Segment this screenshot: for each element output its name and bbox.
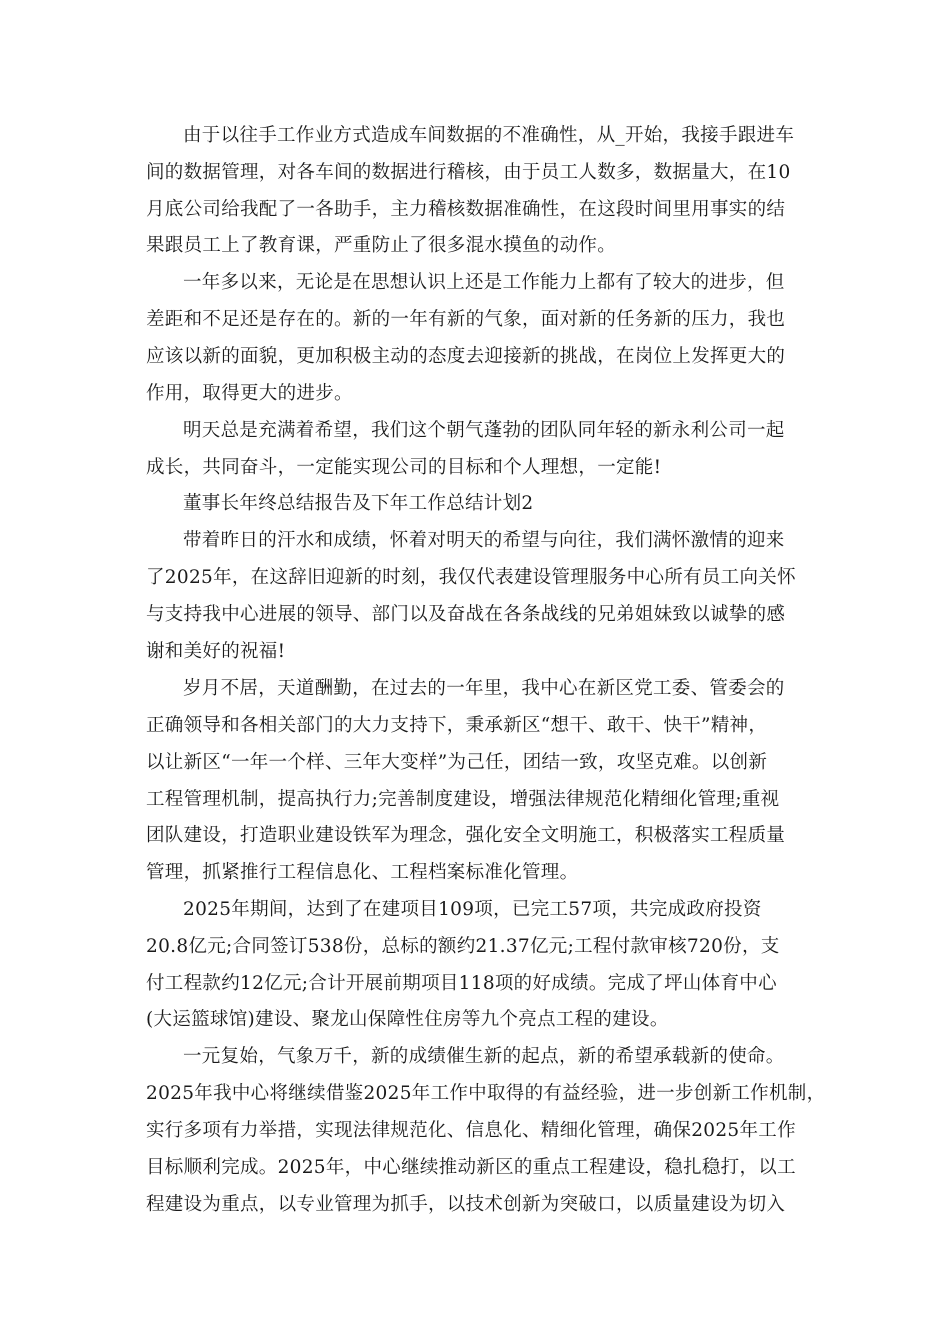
text-line: (大运篮球馆)建设、聚龙山保障性住房等九个亮点工程的建设。 xyxy=(146,1009,669,1030)
text-line: 带着昨日的汗水和成绩，怀着对明天的希望与向往，我们满怀激情的迎来 xyxy=(183,530,785,551)
text-line: 成长，共同奋斗，一定能实现公司的目标和个人理想，一定能! xyxy=(146,457,662,478)
text-line: 以让新区“一年一个样、三年大变样”为己任，团结一致，攻坚克难。以创新 xyxy=(146,752,768,773)
text-line: 工程管理机制，提高执行力;完善制度建设，增强法律规范化精细化管理;重视 xyxy=(146,789,780,810)
text-line: 岁月不居，天道酬勤，在过去的一年里，我中心在新区党工委、管委会的 xyxy=(183,678,785,699)
section-heading: 董事长年终总结报告及下年工作总结计划2 xyxy=(183,493,534,514)
text-line: 2025年我中心将继续借鉴2025年工作中取得的有益经验，进一步创新工作机制， xyxy=(146,1083,826,1104)
text-line: 正确领导和各相关部门的大力支持下，秉承新区“想干、敢干、快干”精神， xyxy=(146,715,768,736)
text-line: 实行多项有力举措，实现法律规范化、信息化、精细化管理，确保2025年工作 xyxy=(146,1120,796,1141)
text-line: 应该以新的面貌，更加积极主动的态度去迎接新的挑战，在岗位上发挥更大的 xyxy=(146,346,786,367)
text-line: 与支持我中心进展的领导、部门以及奋战在各条战线的兄弟姐妹致以诚挚的感 xyxy=(146,604,786,625)
text-line: 目标顺利完成。2025年，中心继续推动新区的重点工程建设，稳扎稳打，以工 xyxy=(146,1157,796,1178)
text-line: 一元复始，气象万千，新的成绩催生新的起点，新的希望承载新的使命。 xyxy=(183,1046,785,1067)
text-line: 间的数据管理，对各车间的数据进行稽核，由于员工人数多，数据量大，在10 xyxy=(146,162,791,183)
text-line: 2025年期间，达到了在建项目109项，已完工57项，共完成政府投资 xyxy=(183,899,762,920)
text-line: 谢和美好的祝福! xyxy=(146,641,286,662)
text-line: 程建设为重点，以专业管理为抓手，以技术创新为突破口，以质量建设为切入 xyxy=(146,1194,786,1215)
text-line: 20.8亿元;合同签订538份，总标的额约21.37亿元;工程付款审核720份，支 xyxy=(146,936,780,957)
text-line: 管理，抓紧推行工程信息化、工程档案标准化管理。 xyxy=(146,862,579,883)
text-line: 付工程款约12亿元;合计开展前期项目118项的好成绩。完成了坪山体育中心 xyxy=(146,973,777,994)
text-line: 由于以往手工作业方式造成车间数据的不准确性，从_开始，我接手跟进车 xyxy=(183,125,795,146)
text-line: 月底公司给我配了一各助手，主力稽核数据准确性，在这段时间里用事实的结 xyxy=(146,199,786,220)
text-line: 了2025年，在这辞旧迎新的时刻，我仅代表建设管理服务中心所有员工向关怀 xyxy=(146,567,796,588)
text-line: 明天总是充满着希望，我们这个朝气蓬勃的团队同年轻的新永利公司一起 xyxy=(183,420,785,441)
text-line: 作用，取得更大的进步。 xyxy=(146,383,353,404)
text-line: 差距和不足还是存在的。新的一年有新的气象，面对新的任务新的压力，我也 xyxy=(146,309,786,330)
text-line: 果跟员工上了教育课，严重防止了很多混水摸鱼的动作。 xyxy=(146,235,617,256)
text-line: 一年多以来，无论是在思想认识上还是工作能力上都有了较大的进步，但 xyxy=(183,272,785,293)
text-line: 团队建设，打造职业建设铁军为理念，强化安全文明施工，积极落实工程质量 xyxy=(146,825,786,846)
